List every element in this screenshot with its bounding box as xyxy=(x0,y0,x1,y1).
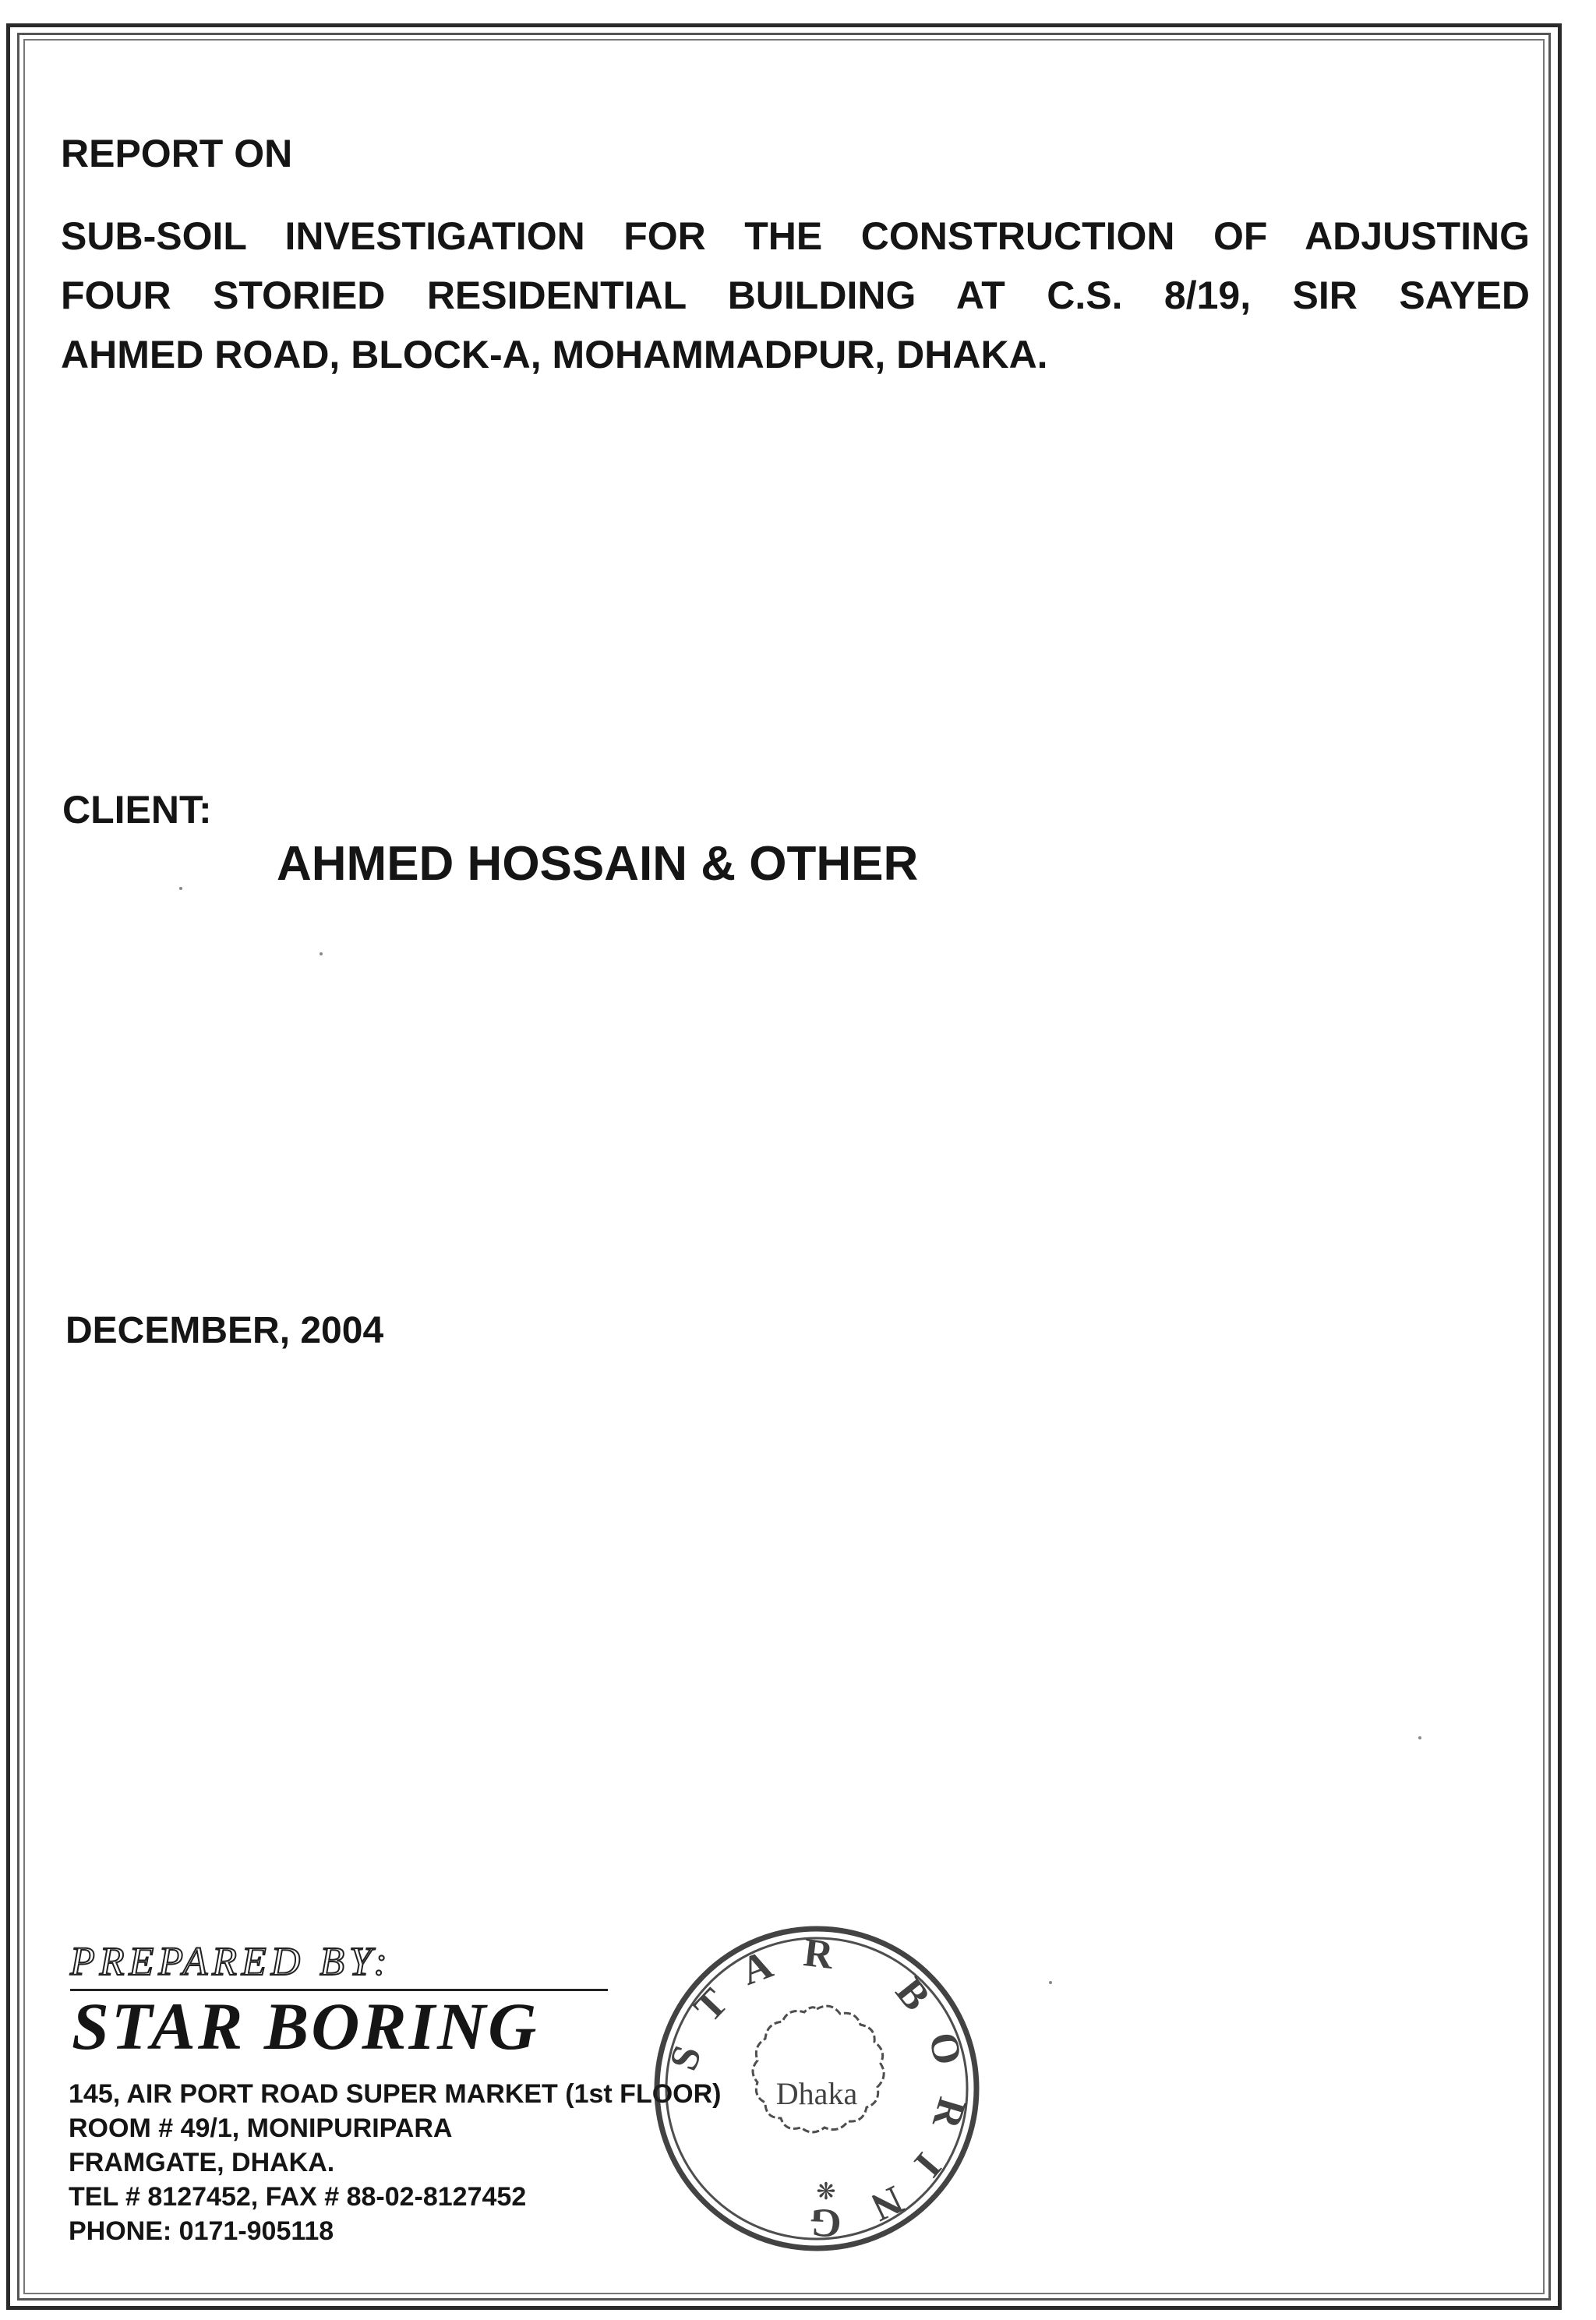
address-line-1: 145, AIR PORT ROAD SUPER MARKET (1st FLOOR) xyxy=(69,2079,722,2109)
scan-speck xyxy=(320,952,323,955)
company-seal-stamp xyxy=(645,1917,988,2260)
seal-ring-text: STAR BORING xyxy=(661,1930,976,2246)
scan-speck xyxy=(179,887,182,890)
prepared-by-label: PREPARED BY: xyxy=(70,1940,392,1984)
address-line-2: ROOM # 49/1, MONIPURIPARA xyxy=(69,2113,453,2143)
scan-speck xyxy=(1418,1736,1421,1739)
report-subject xyxy=(61,207,1530,384)
seal-center-text: Dhaka xyxy=(775,2076,858,2111)
client-name: AHMED HOSSAIN & OTHER xyxy=(277,837,919,891)
seal-scalloped-border xyxy=(753,2006,884,2132)
address-line-3: FRAMGATE, DHAKA. xyxy=(69,2148,335,2177)
report-heading: REPORT ON xyxy=(61,132,293,175)
subject-line-1: SUB-SOIL INVESTIGATION FOR THE CONSTRUCTION OF ADJUSTING xyxy=(61,214,1530,258)
scan-speck xyxy=(1049,1981,1052,1984)
company-name: STAR BORING xyxy=(72,1989,539,2064)
phone-line: PHONE: 0171-905118 xyxy=(69,2216,334,2246)
telephone-fax-line: TEL # 8127452, FAX # 88-02-8127452 xyxy=(69,2182,527,2212)
client-label: CLIENT: xyxy=(62,788,212,832)
report-date: DECEMBER, 2004 xyxy=(65,1310,384,1351)
subject-line-3: AHMED ROAD, BLOCK-A, MOHAMMADPUR, DHAKA. xyxy=(61,333,1048,376)
subject-line-2: FOUR STORIED RESIDENTIAL BUILDING AT C.S. 8/19, SIR SAYED xyxy=(61,274,1530,317)
seal-star-icon: ❋ xyxy=(816,2178,836,2205)
